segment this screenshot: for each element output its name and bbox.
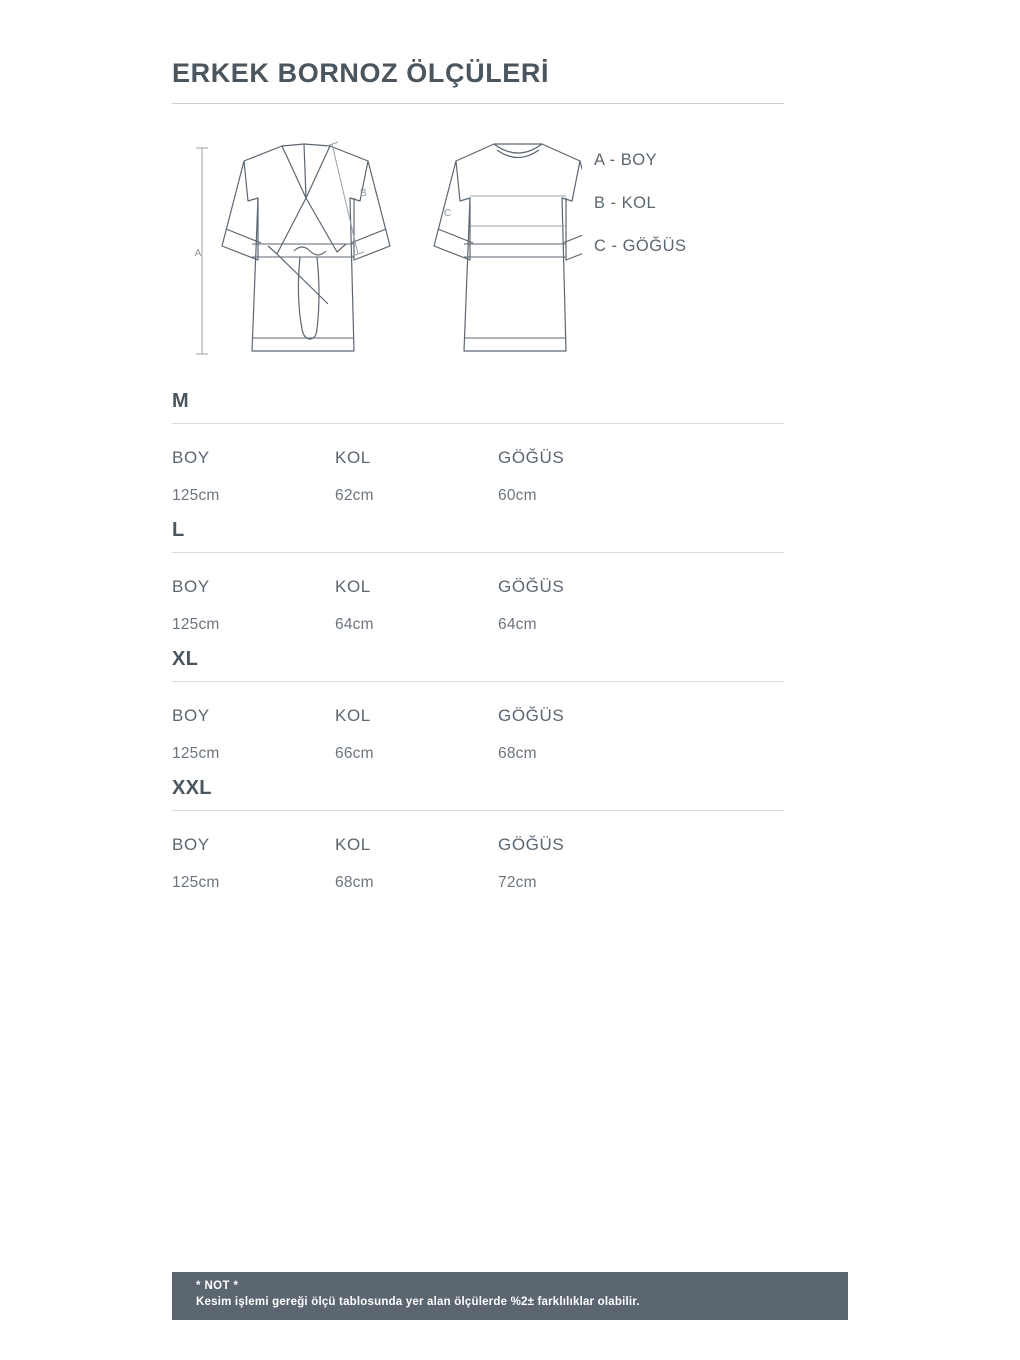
page-title: ERKEK BORNOZ ÖLÇÜLERİ: [172, 58, 550, 88]
value-boy: 125cm: [172, 616, 220, 633]
robe-illustration: [182, 126, 582, 376]
column-header-boy: BOY: [172, 835, 210, 854]
value-boy: 125cm: [172, 487, 220, 504]
column-header-boy: BOY: [172, 448, 210, 467]
label-c: C: [444, 208, 452, 219]
value-gogus: 64cm: [498, 616, 537, 633]
column-header-kol: KOL: [335, 448, 371, 467]
column-header-row: [172, 553, 784, 597]
column-header-kol: KOL: [335, 706, 371, 725]
table-row: [172, 855, 784, 892]
column-header-kol: KOL: [335, 577, 371, 596]
legend: [594, 151, 687, 280]
value-kol: 62cm: [335, 487, 374, 504]
column-header-gogus: GÖĞÜS: [498, 577, 565, 596]
column-header-gogus: GÖĞÜS: [498, 706, 565, 725]
size-label: M: [172, 390, 189, 412]
value-kol: 64cm: [335, 616, 374, 633]
value-boy: 125cm: [172, 745, 220, 762]
label-a: A: [194, 248, 202, 259]
size-block-xxl: [172, 777, 784, 892]
column-header-row: [172, 682, 784, 726]
column-header-boy: BOY: [172, 706, 210, 725]
title-divider: [172, 103, 784, 104]
value-gogus: 72cm: [498, 874, 537, 891]
size-block-xl: [172, 648, 784, 763]
value-gogus: 60cm: [498, 487, 537, 504]
size-label: XXL: [172, 777, 212, 799]
column-header-row: [172, 424, 784, 468]
column-header-gogus: GÖĞÜS: [498, 835, 565, 854]
size-block-l: [172, 519, 784, 634]
table-row: [172, 726, 784, 763]
content-wrapper: [172, 0, 784, 892]
legend-item-b: B - KOL: [594, 194, 657, 212]
size-label: XL: [172, 648, 199, 670]
table-row: [172, 468, 784, 505]
column-header-kol: KOL: [335, 835, 371, 854]
footer-note: [172, 1272, 848, 1320]
value-boy: 125cm: [172, 874, 220, 891]
label-b: B: [360, 188, 367, 199]
note-title: * NOT *: [196, 1280, 239, 1292]
value-gogus: 68cm: [498, 745, 537, 762]
legend-item-c: C - GÖĞÜS: [594, 237, 687, 255]
column-header-gogus: GÖĞÜS: [498, 448, 565, 467]
value-kol: 66cm: [335, 745, 374, 762]
value-kol: 68cm: [335, 874, 374, 891]
robe-diagram: [172, 126, 784, 376]
note-text: Kesim işlemi gereği ölçü tablosunda yer alan ölçülerde %2± farklılıklar olabilir.: [196, 1296, 640, 1308]
table-row: [172, 597, 784, 634]
size-block-m: [172, 390, 784, 505]
legend-item-a: A - BOY: [594, 151, 658, 169]
size-label: L: [172, 519, 185, 541]
column-header-row: [172, 811, 784, 855]
column-header-boy: BOY: [172, 577, 210, 596]
